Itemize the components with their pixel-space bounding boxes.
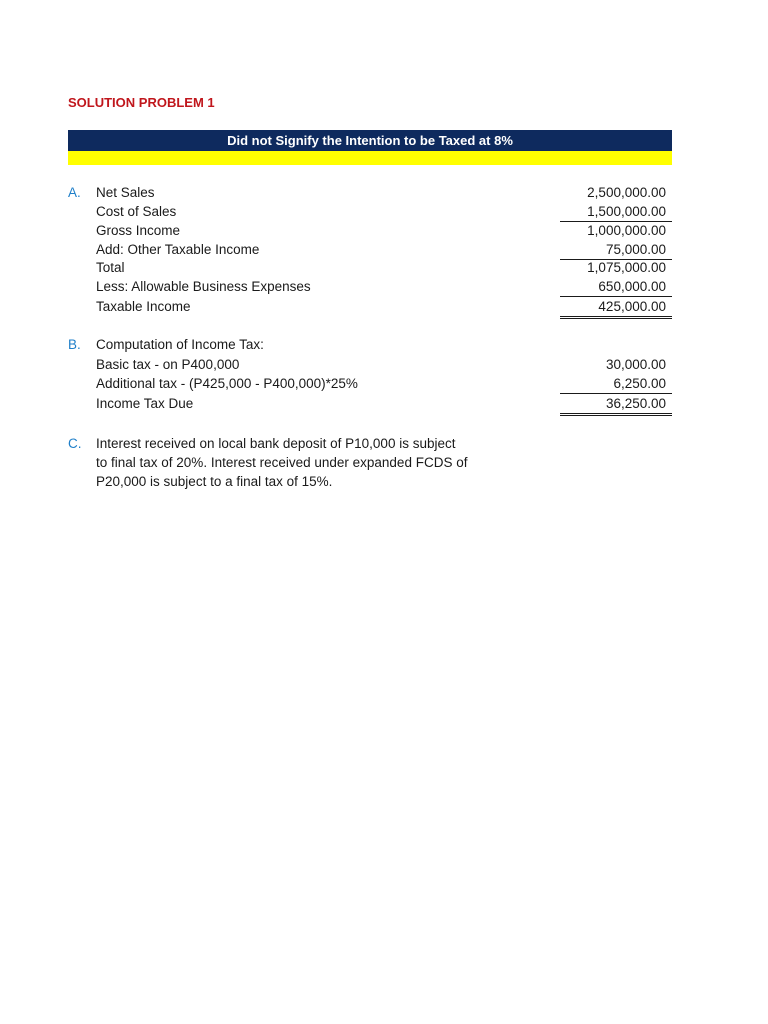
row-amount: 650,000.00 [560, 277, 672, 297]
section-b-heading: Computation of Income Tax: [96, 337, 264, 352]
row-amount: 1,500,000.00 [560, 202, 672, 222]
section-b-row-tax-due [68, 394, 672, 413]
row-amount: 30,000.00 [605, 357, 666, 372]
note-line: P20,000 is subject to a final tax of 15%. [96, 474, 333, 489]
section-a-row-gross-income [68, 221, 672, 240]
row-amount: 1,000,000.00 [587, 223, 666, 238]
row-amount: 36,250.00 [560, 394, 672, 416]
section-b-heading-row [68, 335, 672, 354]
row-label: Basic tax - on P400,000 [96, 357, 240, 372]
section-b-row-additional-tax [68, 374, 672, 393]
section-a-row-net-sales [68, 183, 672, 202]
note-line: to final tax of 20%. Interest received under expanded FCDS of [96, 455, 468, 470]
section-a-letter: A. [68, 185, 81, 200]
row-label: Additional tax - (P425,000 - P400,000)*25% [96, 376, 358, 391]
row-amount: 425,000.00 [560, 297, 672, 319]
section-a-row-cost-of-sales [68, 202, 672, 221]
row-label: Income Tax Due [96, 396, 194, 411]
section-c-text [96, 434, 486, 491]
row-amount: 2,500,000.00 [587, 185, 666, 200]
section-a-row-expenses [68, 277, 672, 296]
row-label: Less: Allowable Business Expenses [96, 279, 311, 294]
note-line: Interest received on local bank deposit of P10,000 is subject [96, 436, 456, 451]
section-a-row-taxable-income [68, 297, 672, 316]
section-c-letter: C. [68, 436, 82, 451]
row-amount: 75,000.00 [560, 240, 672, 260]
highlight-band [68, 151, 672, 165]
row-label: Gross Income [96, 223, 181, 238]
row-amount: 1,075,000.00 [587, 260, 666, 275]
row-label: Net Sales [96, 185, 155, 200]
section-a-row-total [68, 258, 672, 277]
section-b-letter: B. [68, 337, 81, 352]
row-label: Cost of Sales [96, 204, 177, 219]
row-label: Total [96, 260, 125, 275]
section-banner: Did not Signify the Intention to be Taxed at 8% [68, 130, 672, 151]
page-title: SOLUTION PROBLEM 1 [68, 95, 215, 110]
row-label: Add: Other Taxable Income [96, 242, 260, 257]
section-a-row-other-income [68, 240, 672, 259]
row-label: Taxable Income [96, 299, 191, 314]
section-b-row-basic-tax [68, 355, 672, 374]
row-amount: 6,250.00 [560, 374, 672, 394]
